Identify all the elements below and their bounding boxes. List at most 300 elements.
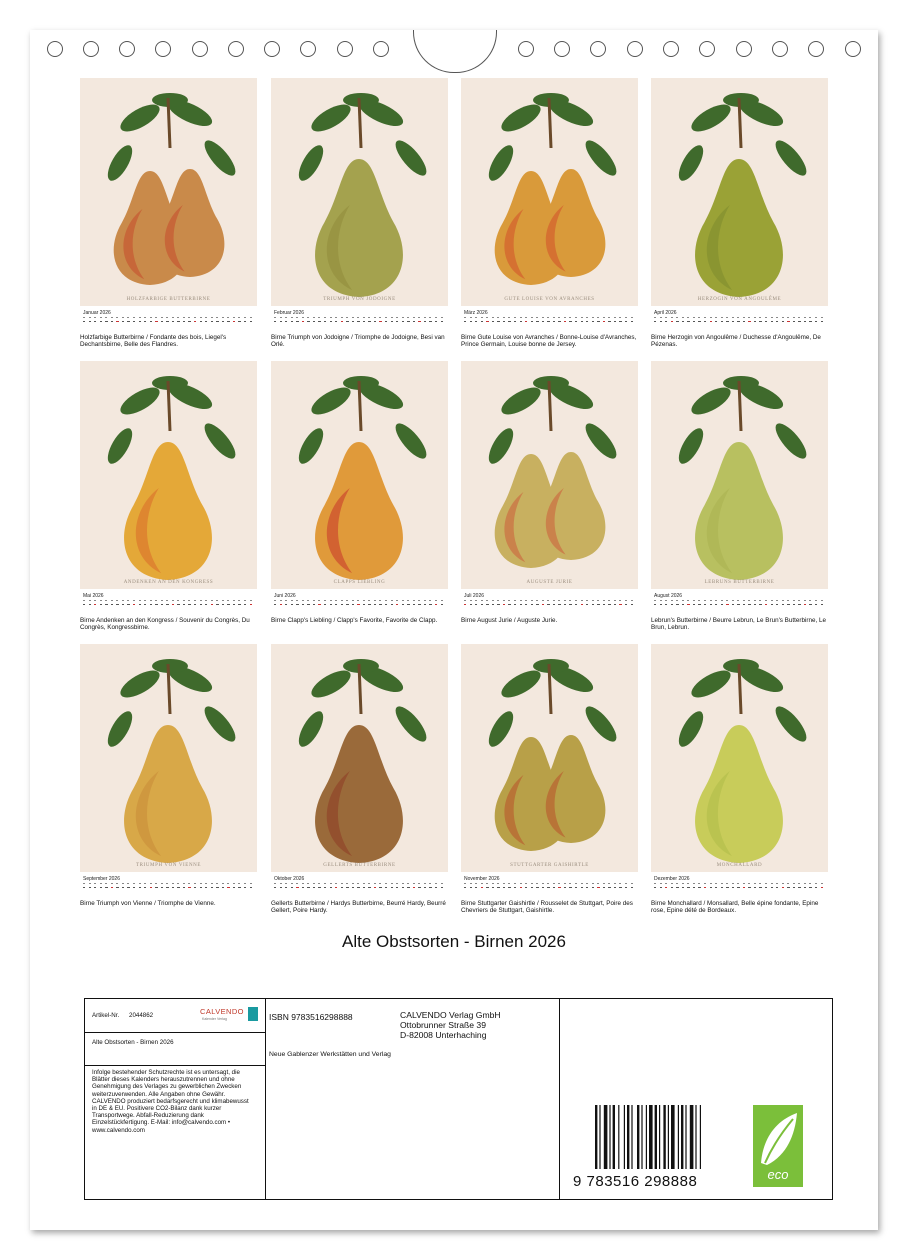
day-number [531, 604, 533, 605]
weekday-tick [497, 600, 499, 601]
day-number [274, 321, 276, 322]
weekday-tick [581, 317, 583, 318]
weekday-tick [798, 883, 800, 884]
day-number [280, 887, 282, 888]
day-number [553, 604, 555, 605]
weekday-tick [274, 883, 276, 884]
plate-label: TRIUMPH VON JODOIGNE [323, 297, 396, 302]
binding-hole [83, 41, 99, 57]
pear-illustration [461, 361, 638, 589]
weekday-tick [238, 883, 240, 884]
day-number [127, 321, 129, 322]
weekday-tick [536, 883, 538, 884]
weekday-tick [754, 883, 756, 884]
day-number [815, 321, 817, 322]
day-number [111, 321, 113, 322]
weekday-tick [313, 600, 315, 601]
month-caption: Birne Triumph von Jodoigne / Triomphe de Jodoigne, Besi van Orlé. [271, 334, 445, 349]
weekday-tick [363, 600, 365, 601]
printer: Neue Gablenzer Werkstätten und Verlag [269, 1051, 391, 1058]
month-caption: Birne Herzogin von Angoulême / Duchesse d'Angoulême, De Pézenas. [651, 334, 821, 349]
day-number [531, 321, 533, 322]
article-number: 2044862 [129, 1012, 154, 1019]
weekday-tick [575, 883, 577, 884]
weekday-tick [150, 600, 152, 601]
day-number [765, 887, 767, 888]
weekday-tick [429, 317, 431, 318]
weekday-tick [464, 600, 466, 601]
weekday-tick [341, 883, 343, 884]
month-caption: Holzfarbige Butterbirne / Fondante des bois, Liegel's Dechantsbirne, Belle des Flandres. [80, 334, 227, 349]
day-number [105, 321, 107, 322]
day-number [133, 321, 135, 322]
mini-calendar-strip [83, 316, 255, 326]
weekday-tick [654, 317, 656, 318]
imprint-right-column [561, 999, 832, 1199]
day-number [798, 604, 800, 605]
day-number [660, 321, 662, 322]
weekday-tick [83, 600, 85, 601]
weekday-tick [698, 600, 700, 601]
day-number [407, 887, 409, 888]
weekday-tick [508, 317, 510, 318]
day-number [116, 887, 118, 888]
binding-hole [264, 41, 280, 57]
day-number [787, 887, 789, 888]
day-number [782, 604, 784, 605]
day-number [285, 887, 287, 888]
day-number [150, 604, 152, 605]
binding-hole [663, 41, 679, 57]
weekday-tick [363, 317, 365, 318]
month-image [271, 644, 448, 872]
day-number [693, 604, 695, 605]
weekday-tick [155, 883, 157, 884]
day-number [205, 604, 207, 605]
weekday-tick [100, 600, 102, 601]
day-number [581, 604, 583, 605]
day-number [335, 604, 337, 605]
day-number [280, 604, 282, 605]
day-number [161, 887, 163, 888]
weekday-tick [183, 883, 185, 884]
day-number [660, 887, 662, 888]
day-number [676, 604, 678, 605]
day-number [307, 887, 309, 888]
day-number [357, 604, 359, 605]
day-number [244, 321, 246, 322]
day-number [569, 604, 571, 605]
day-number [558, 321, 560, 322]
day-number [441, 887, 443, 888]
weekday-tick [307, 883, 309, 884]
weekday-tick [569, 600, 571, 601]
day-number [787, 604, 789, 605]
weekday-tick [470, 317, 472, 318]
day-number [564, 887, 566, 888]
weekday-tick [435, 600, 437, 601]
weekday-tick [155, 600, 157, 601]
day-number [396, 887, 398, 888]
day-number [776, 604, 778, 605]
day-number [435, 604, 437, 605]
weekday-tick [492, 317, 494, 318]
mini-calendar-strip [464, 882, 636, 892]
day-number [586, 604, 588, 605]
day-number [497, 887, 499, 888]
weekday-tick [586, 883, 588, 884]
weekday-tick [660, 317, 662, 318]
weekday-tick [536, 317, 538, 318]
weekday-tick [222, 883, 224, 884]
day-number [608, 321, 610, 322]
day-number [793, 604, 795, 605]
weekday-tick [704, 883, 706, 884]
weekday-tick [586, 600, 588, 601]
day-number [188, 887, 190, 888]
day-number [379, 321, 381, 322]
pear-illustration [271, 78, 448, 306]
weekday-tick [721, 600, 723, 601]
day-number [150, 887, 152, 888]
day-number [94, 604, 96, 605]
weekday-tick [352, 600, 354, 601]
weekday-tick [222, 600, 224, 601]
weekday-tick [815, 317, 817, 318]
day-number [116, 321, 118, 322]
day-number [296, 321, 298, 322]
day-number [379, 604, 381, 605]
weekday-tick [520, 600, 522, 601]
day-number [407, 604, 409, 605]
weekday-tick [407, 600, 409, 601]
day-number [105, 604, 107, 605]
day-number [222, 887, 224, 888]
day-number [285, 604, 287, 605]
day-number [280, 321, 282, 322]
mini-calendar-strip [274, 599, 446, 609]
day-number [441, 604, 443, 605]
day-number [592, 887, 594, 888]
binding-hole [228, 41, 244, 57]
day-number [335, 887, 337, 888]
weekday-tick [233, 317, 235, 318]
weekday-tick [216, 317, 218, 318]
weekday-tick [654, 600, 656, 601]
binding-hole [155, 41, 171, 57]
day-number [759, 604, 761, 605]
weekday-tick [368, 600, 370, 601]
day-number [402, 604, 404, 605]
day-number [581, 321, 583, 322]
day-number [481, 604, 483, 605]
weekday-tick [205, 600, 207, 601]
day-number [424, 887, 426, 888]
weekday-tick [776, 600, 778, 601]
calvendo-logo-text: CALVENDO [200, 1007, 244, 1016]
weekday-tick [614, 600, 616, 601]
day-number [743, 604, 745, 605]
weekday-tick [100, 317, 102, 318]
weekday-tick [161, 883, 163, 884]
day-number [105, 887, 107, 888]
day-number [547, 604, 549, 605]
weekday-tick [227, 317, 229, 318]
weekday-tick [244, 600, 246, 601]
isbn: ISBN 9783516298888 [269, 1012, 353, 1022]
weekday-tick [682, 600, 684, 601]
weekday-tick [418, 600, 420, 601]
day-number [631, 604, 633, 605]
day-number [470, 887, 472, 888]
weekday-tick [586, 317, 588, 318]
weekday-tick [737, 317, 739, 318]
weekday-tick [402, 883, 404, 884]
weekday-tick [133, 600, 135, 601]
day-number [216, 321, 218, 322]
day-number [726, 604, 728, 605]
day-number [542, 321, 544, 322]
weekday-tick [122, 883, 124, 884]
day-number [771, 321, 773, 322]
weekday-tick [418, 317, 420, 318]
weekday-tick [531, 317, 533, 318]
day-number [671, 321, 673, 322]
weekday-tick [89, 883, 91, 884]
day-number [486, 604, 488, 605]
day-number [330, 321, 332, 322]
day-number [497, 604, 499, 605]
calvendo-logo-sub: Kalender Verlag [202, 1017, 227, 1021]
weekday-tick [127, 600, 129, 601]
day-number [413, 604, 415, 605]
weekday-tick [429, 883, 431, 884]
day-number [250, 887, 252, 888]
day-number [111, 604, 113, 605]
weekday-tick [520, 317, 522, 318]
day-number [821, 887, 823, 888]
day-number [520, 604, 522, 605]
day-number [514, 887, 516, 888]
day-number [475, 604, 477, 605]
weekday-tick [307, 600, 309, 601]
day-number [804, 321, 806, 322]
barcode-bar [659, 1105, 660, 1169]
weekday-tick [776, 317, 778, 318]
day-number [503, 604, 505, 605]
day-number [698, 604, 700, 605]
weekday-tick [676, 883, 678, 884]
day-number [368, 887, 370, 888]
day-number [318, 604, 320, 605]
weekday-tick [687, 600, 689, 601]
day-number [429, 887, 431, 888]
day-number [654, 321, 656, 322]
weekday-tick [155, 317, 157, 318]
weekday-tick [470, 600, 472, 601]
weekday-tick [809, 883, 811, 884]
day-number [492, 887, 494, 888]
weekday-tick [233, 883, 235, 884]
weekday-tick [357, 600, 359, 601]
day-number [172, 321, 174, 322]
weekday-tick [671, 600, 673, 601]
day-number [238, 321, 240, 322]
weekday-tick [318, 883, 320, 884]
weekday-tick [330, 883, 332, 884]
day-number [307, 604, 309, 605]
day-number [464, 887, 466, 888]
day-number [542, 887, 544, 888]
day-number [352, 887, 354, 888]
weekday-tick [211, 883, 213, 884]
weekday-tick [100, 883, 102, 884]
day-number [558, 604, 560, 605]
day-number [704, 321, 706, 322]
weekday-tick [536, 600, 538, 601]
weekday-tick [127, 883, 129, 884]
day-number [205, 887, 207, 888]
day-number [352, 604, 354, 605]
weekday-tick [150, 883, 152, 884]
weekday-tick [665, 317, 667, 318]
weekday-tick [710, 317, 712, 318]
imprint-left-column [85, 999, 266, 1199]
barcode-bar [613, 1105, 615, 1169]
weekday-tick [402, 317, 404, 318]
weekday-tick [732, 883, 734, 884]
weekday-tick [542, 600, 544, 601]
day-number [172, 887, 174, 888]
day-number [341, 887, 343, 888]
day-number [291, 887, 293, 888]
weekday-tick [177, 600, 179, 601]
weekday-tick [116, 317, 118, 318]
weekday-tick [330, 600, 332, 601]
weekday-tick [111, 600, 113, 601]
weekday-tick [608, 317, 610, 318]
weekday-tick [296, 600, 298, 601]
day-number [194, 887, 196, 888]
day-number [671, 887, 673, 888]
day-number [161, 604, 163, 605]
weekday-tick [291, 600, 293, 601]
barcode-bar [646, 1105, 647, 1169]
day-number [676, 887, 678, 888]
day-number [603, 604, 605, 605]
weekday-tick [94, 317, 96, 318]
weekday-tick [759, 883, 761, 884]
day-number [581, 887, 583, 888]
day-number [391, 604, 393, 605]
weekday-tick [435, 317, 437, 318]
day-number [687, 604, 689, 605]
weekday-tick [743, 317, 745, 318]
month-caption: Birne August Jurie / Auguste Jurie. [461, 617, 558, 624]
day-number [787, 321, 789, 322]
month-label: Februar 2026 [274, 310, 305, 316]
weekday-tick [671, 883, 673, 884]
day-number [296, 887, 298, 888]
day-number [291, 604, 293, 605]
weekday-tick [771, 317, 773, 318]
calvendo-logo-mark [248, 1007, 258, 1021]
day-number [100, 604, 102, 605]
day-number [313, 321, 315, 322]
weekday-tick [116, 883, 118, 884]
day-number [172, 604, 174, 605]
day-number [726, 887, 728, 888]
day-number [250, 604, 252, 605]
day-number [793, 887, 795, 888]
weekday-tick [144, 317, 146, 318]
binding-hole [518, 41, 534, 57]
weekday-tick [564, 883, 566, 884]
weekday-tick [188, 600, 190, 601]
day-number [625, 321, 627, 322]
day-number [665, 887, 667, 888]
day-number [222, 604, 224, 605]
day-number [139, 604, 141, 605]
day-number [732, 604, 734, 605]
day-number [687, 321, 689, 322]
weekday-tick [771, 600, 773, 601]
weekday-tick [194, 600, 196, 601]
weekday-tick [793, 600, 795, 601]
day-number [274, 604, 276, 605]
day-number [211, 604, 213, 605]
plate-label: GUTE LOUISE VON AVRANCHES [504, 297, 595, 302]
day-number [592, 321, 594, 322]
eco-badge [753, 1105, 803, 1187]
day-number [586, 887, 588, 888]
weekday-tick [748, 600, 750, 601]
weekday-tick [324, 600, 326, 601]
weekday-tick [631, 317, 633, 318]
weekday-tick [335, 317, 337, 318]
day-number [486, 321, 488, 322]
day-number [413, 321, 415, 322]
weekday-tick [435, 883, 437, 884]
weekday-tick [581, 883, 583, 884]
day-number [385, 604, 387, 605]
weekday-tick [575, 317, 577, 318]
day-number [676, 321, 678, 322]
weekday-tick [116, 600, 118, 601]
weekday-tick [743, 600, 745, 601]
day-number [776, 321, 778, 322]
day-number [619, 321, 621, 322]
day-number [682, 604, 684, 605]
weekday-tick [575, 600, 577, 601]
day-number [244, 604, 246, 605]
barcode-bar [599, 1105, 600, 1169]
day-number [144, 321, 146, 322]
weekday-tick [497, 317, 499, 318]
day-number [211, 321, 213, 322]
weekday-tick [413, 317, 415, 318]
weekday-tick [671, 317, 673, 318]
weekday-tick [631, 883, 633, 884]
weekday-tick [787, 883, 789, 884]
barcode-bar [700, 1105, 701, 1169]
barcode-bar [663, 1105, 665, 1169]
day-number [754, 604, 756, 605]
day-number [525, 604, 527, 605]
day-number [233, 321, 235, 322]
month-label: November 2026 [464, 876, 500, 882]
weekday-tick [346, 317, 348, 318]
